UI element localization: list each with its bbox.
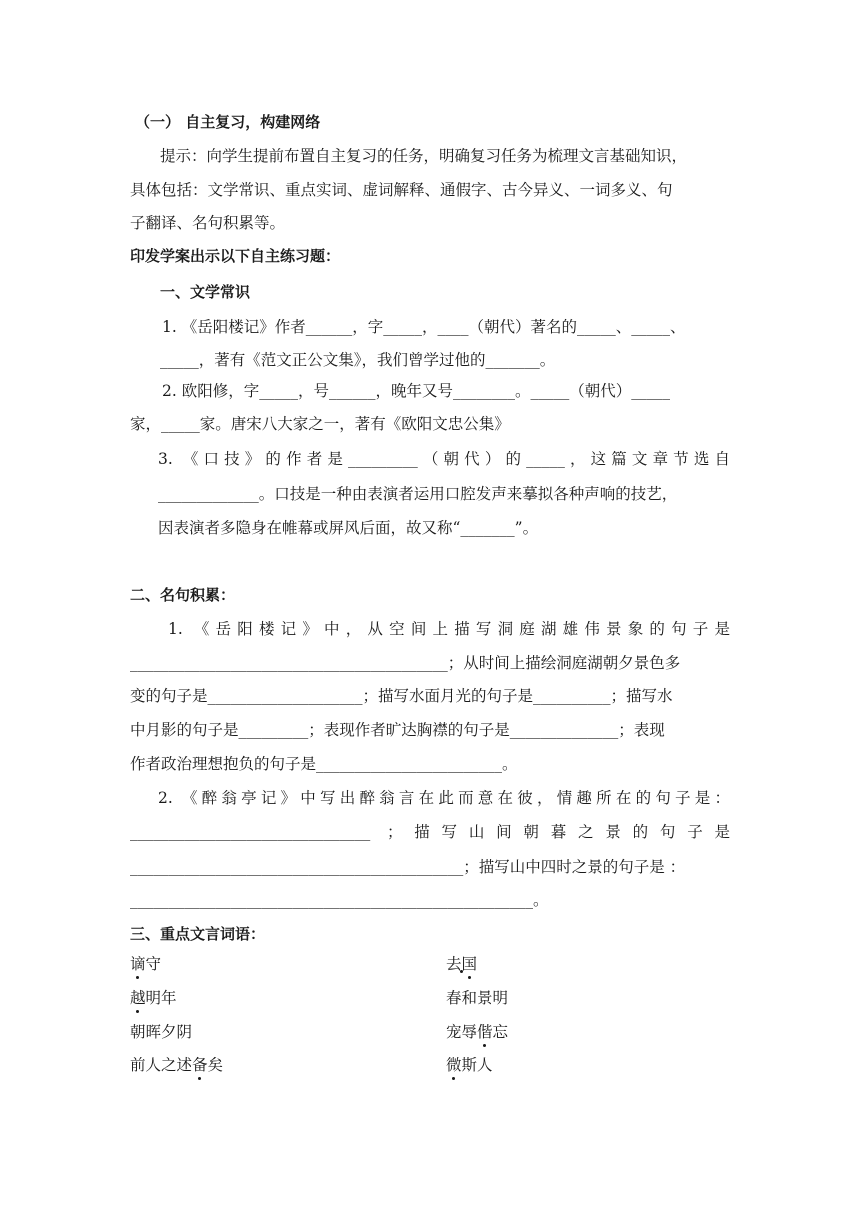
part2-line-8: ___________________________________________；描写山中四时之景的句子是 ：: [130, 858, 686, 876]
part2-line-2: _________________________________________；从时间上描绘洞庭湖朝夕景色多: [130, 654, 681, 672]
handout-title: 印发学案出示以下自主练习题：: [130, 247, 341, 265]
part1-line-7: 因表演者多隐身在帷幕或屏风后面，故又称“_______”。: [158, 519, 539, 537]
part1-line-6: _____________。口技是一种由表演者运用口腔发声来摹拟各种声响的技艺，: [158, 485, 678, 503]
word-left-4: 前人之述备矣: [130, 1056, 224, 1074]
part2-line-9: ____________________________________________________。: [130, 891, 549, 909]
word-right-2: 春和景明: [446, 989, 509, 1007]
part1-line-5: 3. 《口技》的作者是_________（朝代）的_____，这篇文章节选自: [158, 450, 730, 468]
hint-line-1: 提示：向学生提前布置自主复习的任务，明确复习任务为梳理文言基础知识，: [160, 147, 688, 165]
word-left-3: 朝晖夕阴: [130, 1023, 193, 1041]
part2-line-6: 2. 《醉翁亭记》中写出醉翁言在此而意在彼，情趣所在的句子是：: [158, 789, 730, 807]
part2-line-1: 1. 《岳阳楼记》中，从空间上描写洞庭湖雄伟景象的句子是: [168, 620, 730, 638]
part1-line-4: 家，_____家。唐宋八大家之一，著有《欧阳文忠公集》: [130, 415, 510, 433]
word-right-3: 宠辱偕忘: [446, 1023, 509, 1041]
part2-line-4: 中月影的句子是_________；表现作者旷达胸襟的句子是______________；表现: [130, 721, 665, 739]
part1-title: 一、文学常识: [160, 283, 251, 301]
word-left-1: 谪守: [130, 955, 162, 973]
part1-line-3: 2. 欧阳修，字_____，号______，晚年又号________。_____（朝代）_____: [162, 382, 670, 400]
word-left-2: 越明年: [130, 989, 177, 1007]
part2-line-3: 变的句子是____________________；描写水面月光的句子是__________；描写水: [130, 687, 673, 705]
part2-title: 二、名句积累：: [130, 586, 236, 604]
part1-line-2: _____，著有《范文正公文集》，我们曾学过他的_______。: [160, 351, 556, 369]
part2-line-5: 作者政治理想抱负的句子是________________________。: [130, 755, 518, 773]
part2-line-7: _______________________________ ；描写山间朝暮之景的句子是: [130, 823, 730, 841]
section-heading: （一） 自主复习，构建网络: [135, 113, 321, 131]
part1-line-1: 1. 《岳阳楼记》作者______，字_____，____（朝代）著名的_____、_____、: [162, 318, 686, 336]
hint-line-3: 子翻译、名句积累等。: [130, 214, 286, 232]
hint-line-2: 具体包括：文学常识、重点实词、虚词解释、通假字、古今异义、一词多义、句: [130, 181, 673, 199]
word-right-4: 微斯人: [446, 1056, 493, 1074]
part3-title: 三、重点文言词语：: [130, 925, 266, 943]
word-right-1: 去国: [446, 955, 478, 973]
